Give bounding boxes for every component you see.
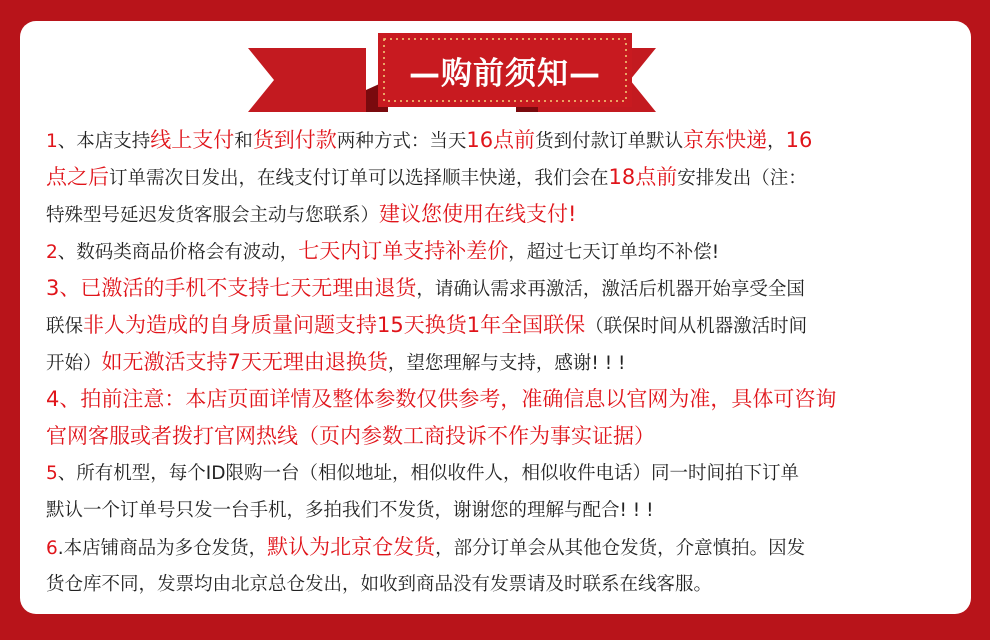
notice-text: 和 (234, 131, 253, 152)
highlight-text: 官网客服或者拨打官网热线（页内参数工商投诉不作为事实证据） (46, 424, 655, 448)
highlight-text: 16点前 (466, 128, 536, 152)
notice-text: 开始） (46, 353, 102, 374)
notice-line (46, 307, 946, 344)
notice-text: ，部分订单会从其他仓发货，介意慎拍。因发 (435, 538, 806, 559)
highlight-text: 默认为北京仓发货 (267, 535, 436, 559)
notice-line (46, 270, 946, 307)
notice-text: 订单需次日发出，在线支付订单可以选择顺丰快递，我们会在 (109, 168, 609, 189)
notice-line (46, 233, 946, 270)
highlight-text: 16 (785, 128, 813, 152)
notice-line (46, 418, 946, 455)
notice-text: 特殊型号延迟发货客服会主动与您联系） (46, 205, 380, 226)
highlight-text: 4、拍前注意：本店页面详情及整体参数仅供参考，准确信息以官网为准，具体可咨询 (46, 387, 837, 411)
highlight-text: 18点前 (608, 165, 678, 189)
notice-text: 默认一个订单号只发一台手机，多拍我们不发货，谢谢您的理解与配合! ! ! (46, 500, 654, 521)
page-title: —购前须知— (409, 55, 601, 92)
notice-line (46, 196, 946, 233)
notice-line (46, 455, 946, 492)
notice-text: 、数码类商品价格会有波动， (57, 242, 299, 263)
notice-line (46, 566, 946, 603)
highlight-text: 3、已激活的手机不支持七天无理由退货 (46, 276, 417, 300)
highlight-text: 如无激活支持7天无理由退换货 (101, 350, 388, 374)
notice-text: 两种方式：当天 (336, 131, 467, 152)
notice-text: 、所有机型，每个ID限购一台（相似地址，相似收件人，相似收件电话）同一时间拍下订单 (57, 463, 799, 484)
notice-text: 货到付款订单默认 (535, 131, 684, 152)
notice-text: ，超过七天订单均不补偿! (508, 242, 720, 263)
notice-line (46, 381, 946, 418)
notice-text: 、本店支持 (57, 131, 151, 152)
notice-text: 货仓库不同，发票均由北京总仓发出，如收到商品没有发票请及时联系在线客服。 (46, 574, 713, 595)
highlight-text: 点之后 (46, 165, 109, 189)
highlight-text: 线上支付 (150, 128, 235, 152)
notice-text: 联保 (46, 316, 84, 337)
highlight-text: 2 (46, 242, 58, 263)
highlight-text: 5 (46, 463, 58, 484)
notice-text: .本店铺商品为多仓发货， (57, 538, 268, 559)
highlight-text: 京东快递 (683, 128, 768, 152)
highlight-text: 1 (46, 131, 58, 152)
notice-line (46, 492, 946, 529)
notice-line (46, 529, 946, 566)
ribbon-left-tail (248, 48, 366, 112)
notice-text: 安排发出（注： (677, 168, 807, 189)
notice-line (46, 122, 946, 159)
notice-text: （联保时间从机器激活时间 (585, 316, 808, 337)
notice-text: ，请确认需求再激活，激活后机器开始享受全国 (416, 279, 805, 300)
notice-text: ，望您理解与支持，感谢! ! ! (387, 353, 626, 374)
highlight-text: 建议您使用在线支付! (379, 202, 577, 226)
highlight-text: 非人为造成的自身质量问题支持15天换货1年全国联保 (83, 313, 586, 337)
highlight-text: 七天内订单支持补差价 (298, 239, 509, 263)
notice-line (46, 159, 946, 196)
highlight-text: 6 (46, 538, 58, 559)
highlight-text: 货到付款 (252, 128, 337, 152)
notice-content (46, 122, 946, 603)
notice-line (46, 344, 946, 381)
notice-text: ， (767, 131, 786, 152)
